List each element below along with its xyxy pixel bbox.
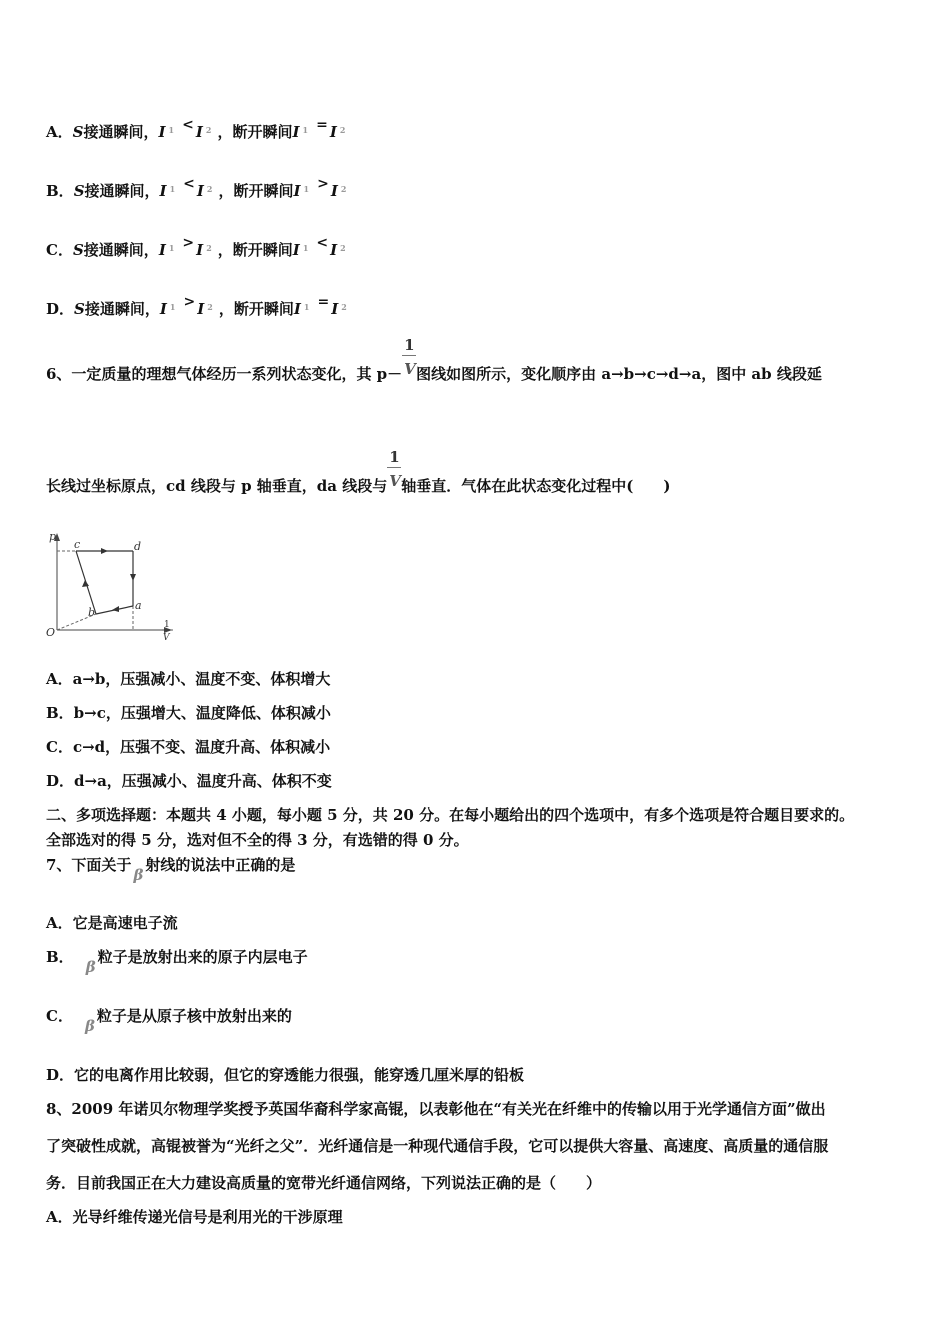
q6-stem-line2: 长线过坐标原点，cd 线段与 p 轴垂直，da 线段与 $\frac{1}{V}$ 轴垂直．气体在此状态变化过程中( ) <box>46 448 671 495</box>
label-x-den: V <box>163 633 170 642</box>
arrow-bc <box>82 580 89 587</box>
fraction-one-over-v: $\frac{1}{V}$ <box>404 336 416 378</box>
q8-option-a[interactable]: A．光导纤维传递光信号是利用光的干涉原理 <box>46 1208 343 1226</box>
q7-option-c[interactable]: C．β粒子是从原子核中放射出来的 <box>46 1007 292 1035</box>
q6-stem-line1: 6、一定质量的理想气体经历一系列状态变化，其 p－ $\frac{1}{V}$ 图线如图所示，变化顺序由 a→b→c→d→a，图中 ab 线段延 <box>46 336 822 383</box>
q7-stem: 7、下面关于β射线的说法中正确的是 <box>46 856 296 884</box>
beta-symbol: β <box>84 1017 95 1035</box>
beta-symbol: β <box>85 958 96 976</box>
q5-option-b[interactable]: B．S接通瞬间，I $^1$ < I $^2$ ，断开瞬间I $^1$ > I $^2$ <box>46 176 347 200</box>
q5-option-d[interactable]: D．S接通瞬间，I $^1$ > I $^2$ ，断开瞬间I $^1$ = I $^2$ <box>46 294 347 318</box>
q6-option-a[interactable]: A．a→b，压强减小、温度不变、体积增大 <box>46 670 331 688</box>
arrow-da <box>130 574 136 581</box>
beta-symbol: β <box>133 866 144 884</box>
q7-option-a[interactable]: A．它是高速电子流 <box>46 914 178 932</box>
q8-stem-line1: 8、2009 年诺贝尔物理学奖授予英国华裔科学家高锟，以表彰他在“有关光在纤维中的传输以用于光学通信方面”做出 <box>46 1100 826 1118</box>
label-a: a <box>135 599 142 612</box>
q8-stem-line2: 了突破性成就，高锟被誉为“光纤之父”．光纤通信是一种现代通信手段，它可以提供大容量、高速度、高质量的通信服 <box>46 1137 829 1155</box>
q8-stem-line3: 务．目前我国正在大力建设高质量的宽带光纤通信网络，下列说法正确的是（ ） <box>46 1174 602 1192</box>
label-o: O <box>46 626 56 639</box>
p-v-diagram <box>44 530 184 642</box>
arrow-cd <box>101 548 108 554</box>
q6-option-d[interactable]: D．d→a，压强减小、温度升高、体积不变 <box>46 772 332 790</box>
section2-intro-line1: 二、多项选择题：本题共 4 小题，每小题 5 分，共 20 分。在每小题给出的四个选项中，有多个选项是符合题目要求的。 <box>46 806 855 824</box>
q5-option-a[interactable]: A．S接通瞬间，I $^1$ < I $^2$ ，断开瞬间I $^1$ = I $^2$ <box>46 117 346 141</box>
label-b: b <box>88 606 96 619</box>
fraction-one-over-v: $\frac{1}{V}$ <box>389 448 401 490</box>
q7-option-b[interactable]: B．β粒子是放射出来的原子内层电子 <box>46 948 308 976</box>
q6-option-c[interactable]: C．c→d，压强不变、温度升高、体积减小 <box>46 738 331 756</box>
label-x-num: 1 <box>164 620 170 630</box>
section2-intro-line2: 全部选对的得 5 分，选对但不全的得 3 分，有选错的得 0 分。 <box>46 831 469 849</box>
q7-option-d[interactable]: D．它的电离作用比较弱，但它的穿透能力很强，能穿透几厘米厚的铅板 <box>46 1066 525 1084</box>
label-d: d <box>134 540 142 553</box>
label-p: p <box>49 530 57 543</box>
arrow-ab <box>112 606 119 612</box>
q6-option-b[interactable]: B．b→c，压强增大、温度降低、体积减小 <box>46 704 331 722</box>
q5-option-c[interactable]: C．S接通瞬间，I $^1$ > I $^2$ ，断开瞬间I $^1$ < I $^2$ <box>46 235 346 259</box>
label-c: c <box>74 538 81 551</box>
